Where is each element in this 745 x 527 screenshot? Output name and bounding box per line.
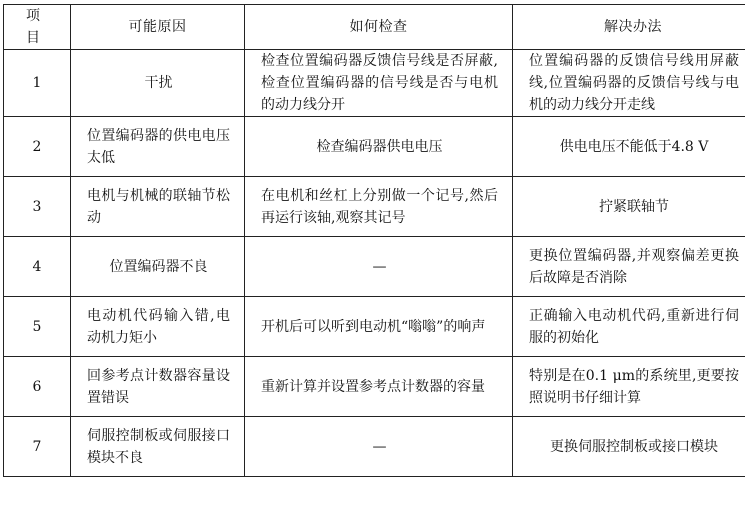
table-row	[4, 357, 745, 417]
cause-cell	[71, 357, 245, 417]
fault-table	[3, 4, 745, 477]
solution-cell	[513, 50, 745, 117]
header-row	[4, 5, 745, 50]
solution-cell	[513, 117, 745, 177]
check-text: —	[372, 438, 387, 455]
solution-text: 位置编码器的反馈信号线用屏蔽线,位置编码器的反馈信号线与电机的动力线分开走线	[529, 53, 739, 113]
cause-text: 回参考点计数器容量设置错误	[87, 367, 230, 406]
check-text: —	[372, 258, 387, 275]
table-row	[4, 177, 745, 237]
header-solution: 解决办法	[513, 5, 745, 50]
row-number: 3	[4, 177, 71, 237]
solution-text: 更换位置编码器,并观察偏差更换后故障是否消除	[529, 247, 739, 286]
check-cell	[245, 297, 513, 357]
row-number: 7	[4, 417, 71, 477]
header-cause: 可能原因	[71, 5, 245, 50]
solution-text: 正确输入电动机代码,重新进行伺服的初始化	[529, 307, 739, 346]
check-text: 重新计算并设置参考点计数器的容量	[261, 378, 485, 395]
check-text: 在电机和丝杠上分别做一个记号,然后再运行该轴,观察其记号	[261, 187, 498, 226]
check-text: 检查编码器供电电压	[316, 138, 443, 155]
cause-cell	[71, 297, 245, 357]
header-item: 项 目	[4, 5, 71, 50]
check-cell	[245, 177, 513, 237]
check-cell	[245, 50, 513, 117]
check-cell	[245, 357, 513, 417]
table-row	[4, 117, 745, 177]
cause-text: 干扰	[144, 75, 173, 91]
solution-cell	[513, 297, 745, 357]
header-check: 如何检查	[245, 5, 513, 50]
cause-text: 伺服控制板或伺服接口模块不良	[87, 427, 230, 466]
solution-text: 特别是在0.1 μm的系统里,更要按照说明书仔细计算	[529, 367, 739, 406]
table-row	[4, 417, 745, 477]
solution-text: 更换伺服控制板或接口模块	[550, 438, 718, 455]
check-cell	[245, 117, 513, 177]
row-number: 6	[4, 357, 71, 417]
cause-cell	[71, 237, 245, 297]
solution-cell	[513, 177, 745, 237]
table-row	[4, 50, 745, 117]
cause-text: 电机与机械的联轴节松动	[87, 187, 230, 226]
solution-text: 供电电压不能低于4.8 V	[559, 138, 709, 155]
solution-text: 拧紧联轴节	[599, 198, 669, 215]
cause-cell	[71, 417, 245, 477]
check-cell	[245, 417, 513, 477]
row-number: 1	[4, 50, 71, 117]
cause-text: 电动机代码输入错,电动机力矩小	[87, 307, 230, 346]
table-row	[4, 237, 745, 297]
solution-cell	[513, 357, 745, 417]
table-row	[4, 297, 745, 357]
row-number: 4	[4, 237, 71, 297]
cause-cell	[71, 177, 245, 237]
cause-cell	[71, 50, 245, 117]
row-number: 2	[4, 117, 71, 177]
solution-cell	[513, 417, 745, 477]
check-text: 开机后可以听到电动机“嗡嗡”的响声	[261, 318, 486, 335]
check-text: 检查位置编码器反馈信号线是否屏蔽,检查位置编码器的信号线是否与电机的动力线分开	[261, 53, 498, 113]
row-number: 5	[4, 297, 71, 357]
cause-text: 位置编码器的供电电压太低	[87, 127, 230, 166]
check-cell	[245, 237, 513, 297]
cause-cell	[71, 117, 245, 177]
cause-text: 位置编码器不良	[109, 258, 208, 275]
solution-cell	[513, 237, 745, 297]
